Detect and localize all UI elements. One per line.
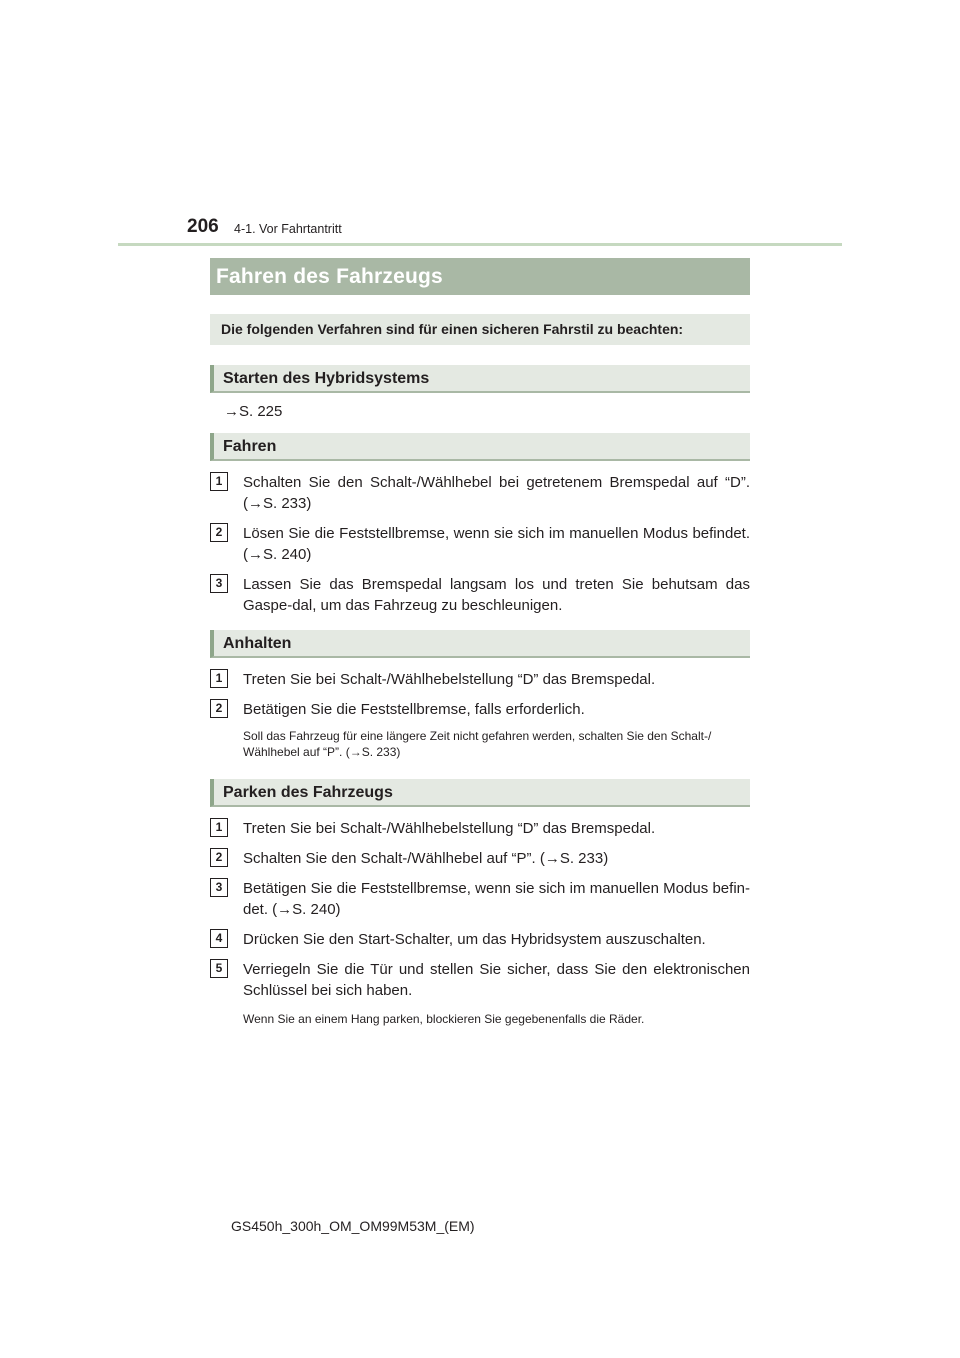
step-number-badge: 2 — [210, 848, 228, 867]
step-number-badge: 4 — [210, 929, 228, 948]
stop-step — [210, 669, 750, 690]
intro-text: Die folgenden Verfahren sind für einen sicheren Fahrstil zu beachten: — [210, 314, 750, 345]
step-number-badge: 2 — [210, 523, 228, 542]
drive-step — [210, 523, 750, 565]
step-text: Lösen Sie die Feststellbremse, wenn sie sich im manuellen Modus befindet. (→S. 240) — [243, 525, 750, 563]
start-page-reference: →S. 225 — [224, 403, 283, 420]
step-number-badge: 2 — [210, 699, 228, 718]
step-number-badge: 1 — [210, 472, 228, 491]
drive-step — [210, 472, 750, 514]
drive-steps — [210, 472, 750, 616]
step-text: Verriegeln Sie die Tür und stellen Sie sicher, dass Sie den elektronischen Schlüssel bei sich haben. — [243, 961, 750, 999]
park-step — [210, 959, 750, 1001]
step-number-badge: 5 — [210, 959, 228, 978]
step-text: Treten Sie bei Schalt-/Wählhebelstellung “D” das Bremspedal. — [243, 820, 656, 837]
stop-steps — [210, 669, 750, 760]
park-step — [210, 878, 750, 920]
step-text: Treten Sie bei Schalt-/Wählhebelstellung “D” das Bremspedal. — [243, 671, 656, 688]
stop-step — [210, 699, 750, 720]
drive-step — [210, 574, 750, 616]
section-heading-stop: Anhalten — [210, 630, 750, 658]
stop-note: Soll das Fahrzeug für eine längere Zeit nicht gefahren werden, schalten Sie den Schalt-/ Wählhebel auf “P”. (→S. 233) — [243, 729, 712, 759]
step-text: Schalten Sie den Schalt-/Wählhebel auf “P”. (→S. 233) — [243, 850, 609, 867]
section-heading-drive: Fahren — [210, 433, 750, 461]
section-heading-park: Parken des Fahrzeugs — [210, 779, 750, 807]
header-divider — [118, 243, 842, 246]
park-step — [210, 818, 750, 839]
document-code-footer: GS450h_300h_OM_OM99M53M_(EM) — [231, 1218, 475, 1234]
park-step — [210, 848, 750, 869]
step-text: Betätigen Sie die Feststellbremse, wenn sie sich im manuellen Modus befin-det. (→S. 240) — [243, 880, 750, 918]
park-steps — [210, 818, 750, 1027]
step-number-badge: 3 — [210, 878, 228, 897]
page-title: Fahren des Fahrzeugs — [210, 258, 750, 295]
section-heading-start: Starten des Hybridsystems — [210, 365, 750, 393]
step-number-badge: 1 — [210, 818, 228, 837]
step-number-badge: 3 — [210, 574, 228, 593]
page-header — [0, 0, 960, 250]
step-text: Schalten Sie den Schalt-/Wählhebel bei getretenem Bremspedal auf “D”. (→S. 233) — [243, 474, 750, 512]
step-number-badge: 1 — [210, 669, 228, 688]
step-text: Betätigen Sie die Feststellbremse, falls erforderlich. — [243, 701, 585, 718]
section-reference: 4-1. Vor Fahrtantritt — [234, 222, 342, 236]
page-content — [210, 258, 750, 1027]
step-text: Lassen Sie das Bremspedal langsam los und treten Sie behutsam das Gaspe-dal, um das Fahrzeug zu beschleunigen. — [243, 576, 750, 614]
step-text: Drücken Sie den Start-Schalter, um das Hybridsystem auszuschalten. — [243, 931, 706, 948]
page-number: 206 — [187, 216, 219, 237]
park-note: Wenn Sie an einem Hang parken, blockieren Sie gegebenenfalls die Räder. — [243, 1012, 645, 1026]
park-step — [210, 929, 750, 950]
